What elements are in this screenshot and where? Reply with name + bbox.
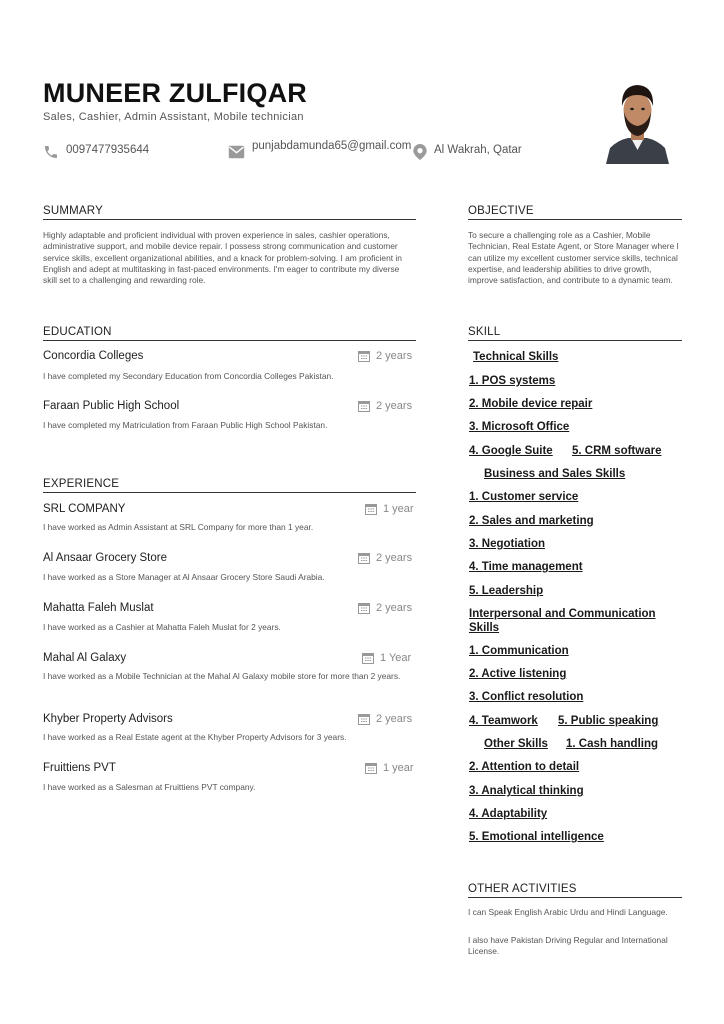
email-address[interactable]: punjabdamunda65@gmail.com xyxy=(252,140,412,152)
phone-icon xyxy=(43,144,59,160)
skill-item: 3. Microsoft Office xyxy=(469,421,570,433)
other-activities-heading: OTHER ACTIVITIES xyxy=(468,883,682,898)
calendar-icon xyxy=(358,713,370,725)
experience-item-duration: 1 Year xyxy=(362,652,411,664)
experience-item-desc: I have worked as a Store Manager at Al Ansaar Grocery Store Saudi Arabia. xyxy=(43,572,325,582)
experience-item-desc: I have worked as a Cashier at Mahatta Faleh Muslat for 2 years. xyxy=(43,622,281,632)
skill-heading: SKILL xyxy=(468,326,682,341)
experience-item-title: Fruittiens PVT xyxy=(43,762,116,774)
map-pin-icon xyxy=(413,144,427,160)
experience-item-duration: 2 years xyxy=(358,552,412,564)
phone-number: 0097477935644 xyxy=(66,144,150,156)
experience-item-duration: 1 year xyxy=(365,762,414,774)
contact-phone xyxy=(43,144,149,160)
skill-item: 4. Teamwork xyxy=(469,715,538,727)
summary-text: Highly adaptable and proficient individual with proven experience in sales, cashier operations, administrative support, and mobile device repair. I possess strong communication and customer service skills, excellent organizational abilities, and a knack for problem-solving. I am proficient in English and adept at multitasking in fast-paced environments. I'm eager to contribute my diverse skill set to a challenging and rewarding role. xyxy=(43,230,402,286)
skill-item: 2. Mobile device repair xyxy=(469,398,593,410)
other-activity-languages: I can Speak English Arabic Urdu and Hindi Language. xyxy=(468,907,668,917)
skill-item: 5. Leadership xyxy=(469,585,544,597)
skill-item: 4. Google Suite xyxy=(469,445,553,457)
skill-item: 4. Adaptability xyxy=(469,808,548,820)
calendar-icon xyxy=(365,762,377,774)
skill-item: 1. Communication xyxy=(469,645,569,657)
education-item-duration: 2 years xyxy=(358,350,412,362)
education-item-title: Faraan Public High School xyxy=(43,400,180,412)
skill-item: 2. Attention to detail xyxy=(469,761,580,773)
job-titles: Sales, Cashier, Admin Assistant, Mobile technician xyxy=(43,111,304,123)
calendar-icon xyxy=(358,400,370,412)
skill-item: 1. Cash handling xyxy=(566,738,659,750)
experience-item-duration: 2 years xyxy=(358,713,412,725)
education-item-title: Concordia Colleges xyxy=(43,350,144,362)
location-text: Al Wakrah, Qatar xyxy=(434,144,522,156)
skill-item: 1. Customer service xyxy=(469,491,579,503)
experience-item-title: Khyber Property Advisors xyxy=(43,713,173,725)
education-item-duration: 2 years xyxy=(358,400,412,412)
skill-item: 4. Time management xyxy=(469,561,583,573)
experience-item-desc: I have worked as a Salesman at Fruittiens PVT company. xyxy=(43,782,256,792)
education-item-desc: I have completed my Matriculation from Faraan Public High School Pakistan. xyxy=(43,420,328,430)
envelope-icon xyxy=(228,145,245,159)
skill-group-heading: Business and Sales Skills xyxy=(484,468,626,480)
experience-item-desc: I have worked as a Mobile Technician at the Mahal Al Galaxy mobile store for more than 2 years. xyxy=(43,671,401,681)
experience-item-title: Mahal Al Galaxy xyxy=(43,652,127,664)
skill-item: 5. Emotional intelligence xyxy=(469,831,604,843)
education-item-desc: I have completed my Secondary Education from Concordia Colleges Pakistan. xyxy=(43,371,334,381)
skill-item: 3. Negotiation xyxy=(469,538,546,550)
calendar-icon xyxy=(358,350,370,362)
skill-group-heading: Interpersonal and Communication Skills xyxy=(469,608,656,634)
experience-item-title: Mahatta Faleh Muslat xyxy=(43,602,154,614)
experience-item-duration: 2 years xyxy=(358,602,412,614)
calendar-icon xyxy=(362,652,374,664)
education-heading: EDUCATION xyxy=(43,326,416,341)
calendar-icon xyxy=(358,552,370,564)
contact-email xyxy=(228,139,413,159)
summary-heading: SUMMARY xyxy=(43,205,416,220)
skill-item: 1. POS systems xyxy=(469,375,556,387)
skill-group-heading: Other Skills xyxy=(484,738,548,750)
skill-item: 2. Active listening xyxy=(469,668,567,680)
skill-item: 5. CRM software xyxy=(572,445,662,457)
experience-item-desc: I have worked as Admin Assistant at SRL Company for more than 1 year. xyxy=(43,522,314,532)
skill-item: 3. Analytical thinking xyxy=(469,785,584,797)
skill-item: 5. Public speaking xyxy=(558,715,659,727)
experience-item-duration: 1 year xyxy=(365,503,414,515)
objective-text: To secure a challenging role as a Cashier, Mobile Technician, Real Estate Agent, or Store Manager where I can utilize my excellent customer service skills, technical expertise, and leadership abilities to drive growth, improve satisfaction, and contribute to a dynamic team. xyxy=(468,230,679,286)
candidate-name: MUNEER ZULFIQAR xyxy=(43,78,307,108)
calendar-icon xyxy=(365,503,377,515)
calendar-icon xyxy=(358,602,370,614)
experience-heading: EXPERIENCE xyxy=(43,478,416,493)
skill-group-heading: Technical Skills xyxy=(473,351,559,363)
experience-item-desc: I have worked as a Real Estate agent at the Khyber Property Advisors for 3 years. xyxy=(43,732,347,742)
profile-photo xyxy=(606,76,669,164)
objective-heading: OBJECTIVE xyxy=(468,205,682,220)
skill-item: 2. Sales and marketing xyxy=(469,515,594,527)
experience-item-title: SRL COMPANY xyxy=(43,503,126,515)
experience-item-title: Al Ansaar Grocery Store xyxy=(43,552,167,564)
contact-location xyxy=(413,144,522,160)
skill-item: 3. Conflict resolution xyxy=(469,691,584,703)
other-activity-license: I also have Pakistan Driving Regular and International License. xyxy=(468,935,668,957)
